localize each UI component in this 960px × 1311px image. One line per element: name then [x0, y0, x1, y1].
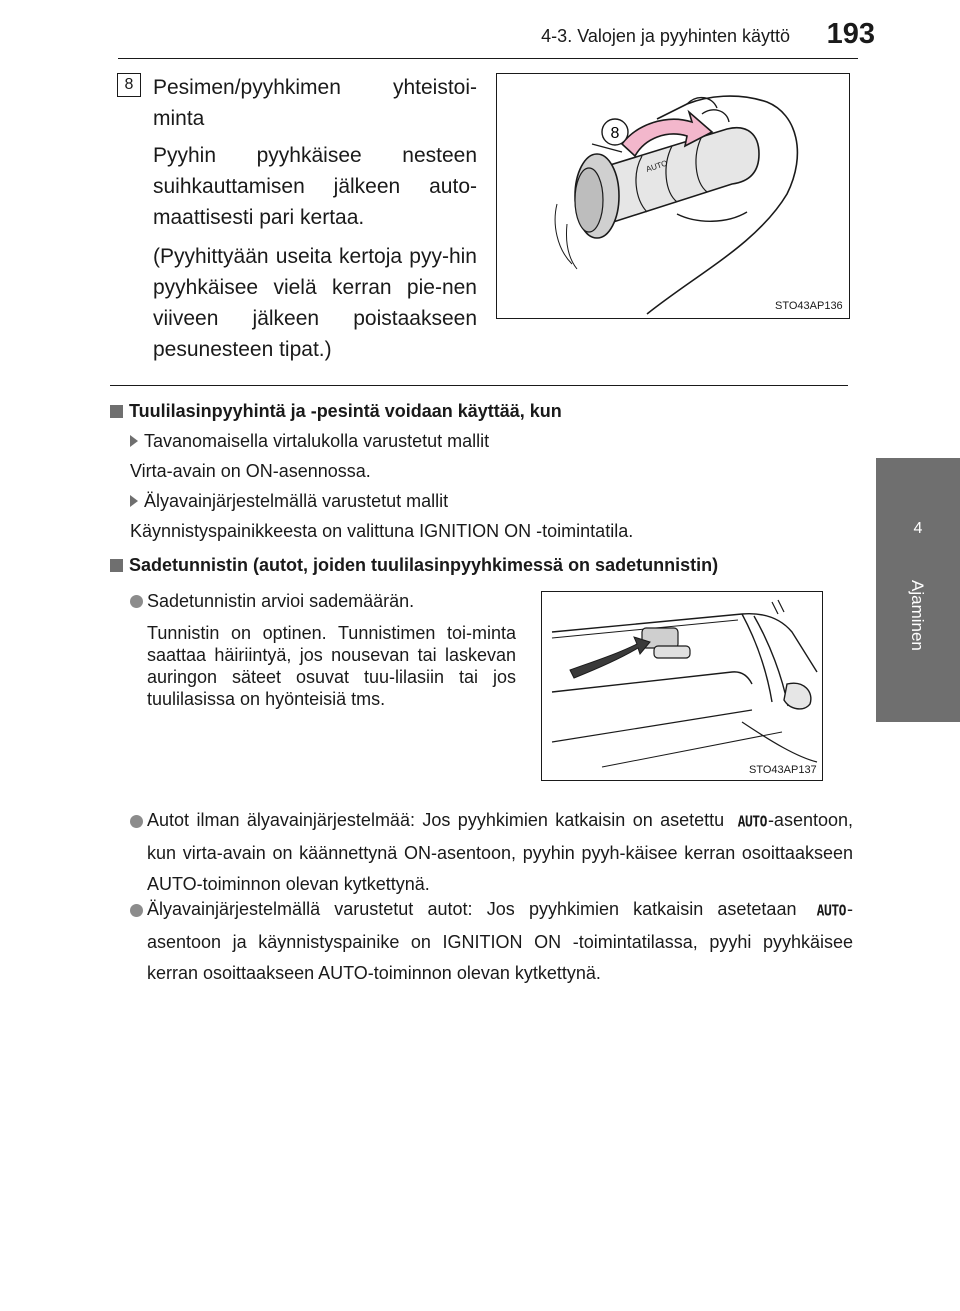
- item-number-badge: 8: [117, 73, 141, 97]
- rain-sensor-figure: [541, 591, 823, 781]
- page-number: 193: [826, 18, 875, 50]
- windshield-illustration: [542, 592, 822, 780]
- note-text-start: Älyavainjärjestelmällä varustetut autot: Jos pyyhkimien katkaisin asetetaan: [147, 899, 797, 919]
- triangle-bullet-icon: [130, 495, 138, 507]
- figure-code: STO43AP136: [775, 300, 843, 312]
- sensor-bullet-text: Tunnistin on optinen. Tunnistimen toi-minta saattaa häiriintyä, jos nousevan tai laskevan auringon säteet osuvat tuu-lilasiin tai jos tuulilasissa on hyönteisiä tms.: [147, 623, 516, 709]
- item-paragraph-2: (Pyyhittyään useita kertoja pyy-hin pyyhkäisee vielä kerran pie-nen viiveen jälkeen poistaakseen pesunesteen tipat.): [153, 245, 477, 361]
- header-title: 4-3. Valojen ja pyyhinten käyttö: [541, 26, 790, 46]
- section-heading-rain-sensor: [110, 555, 870, 576]
- model-variant-2-text: Älyavainjärjestelmällä varustetut mallit: [144, 491, 449, 511]
- chapter-tab-label: Ajaminen: [908, 580, 927, 651]
- auto-switch-symbol: AUTO: [737, 813, 767, 832]
- section-heading-text: Sadetunnistin (autot, joiden tuulilasinpyyhkimessä on sadetunnistin): [129, 555, 719, 575]
- sensor-bullet-title: [130, 591, 414, 612]
- section-divider: [110, 385, 848, 386]
- round-bullet-icon: [130, 595, 143, 608]
- square-bullet-icon: [110, 559, 123, 572]
- auto-switch-symbol: AUTO: [816, 902, 846, 921]
- note-text-start: Autot ilman älyavainjärjestelmää: Jos pyyhkimien katkaisin on asetettu: [147, 810, 725, 830]
- round-bullet-icon: [130, 904, 143, 917]
- model-variant-1: [130, 431, 489, 452]
- figure-code: STO43AP137: [749, 764, 817, 776]
- lever-auto-text: AUTO: [644, 158, 669, 174]
- auto-note-no-smart-key: [147, 805, 853, 900]
- item-title: Pesimen/pyyhkimen yhteistoi-minta: [153, 76, 477, 130]
- section-heading-conditions: [110, 401, 870, 422]
- round-bullet-icon: [130, 815, 143, 828]
- model-variant-1-text: Tavanomaisella virtalukolla varustetut mallit: [144, 431, 490, 451]
- chapter-tab-number: 4: [913, 520, 923, 537]
- model-variant-2: [130, 491, 448, 512]
- auto-note-smart-key: [147, 894, 853, 989]
- square-bullet-icon: [110, 405, 123, 418]
- header-rule: [118, 58, 858, 59]
- item-paragraph-1: Pyyhin pyyhkäisee nesteen suihkauttamisen jälkeen auto-maattisesti pari kertaa.: [153, 144, 477, 229]
- wiper-lever-illustration: [497, 74, 849, 318]
- triangle-bullet-icon: [130, 435, 138, 447]
- condition-2: Käynnistyspainikkeesta on valittuna IGNITION ON -toimintatila.: [130, 521, 634, 541]
- sensor-bullet-title-text: Sadetunnistin arvioi sademäärän.: [147, 591, 415, 611]
- note-text-end: -asentoon ja käynnistyspainike on IGNITION ON -toimintatilassa, pyyhi pyyhkäisee kerran osoittaakseen AUTO-toiminnon olevan kytkettynä.: [147, 899, 853, 983]
- section-heading-text: Tuulilasinpyyhintä ja -pesintä voidaan käyttää, kun: [129, 401, 562, 421]
- figure-callout-number: 8: [610, 125, 620, 142]
- wiper-lever-figure: [496, 73, 850, 319]
- condition-1: Virta-avain on ON-asennossa.: [130, 461, 371, 481]
- note-text-end: -asentoon, kun virta-avain on käännettynä ON-asentoon, pyyhin pyyh-käisee kerran osoittaakseen AUTO-toiminnon olevan kytkettynä.: [147, 810, 853, 894]
- item-body: [153, 140, 477, 373]
